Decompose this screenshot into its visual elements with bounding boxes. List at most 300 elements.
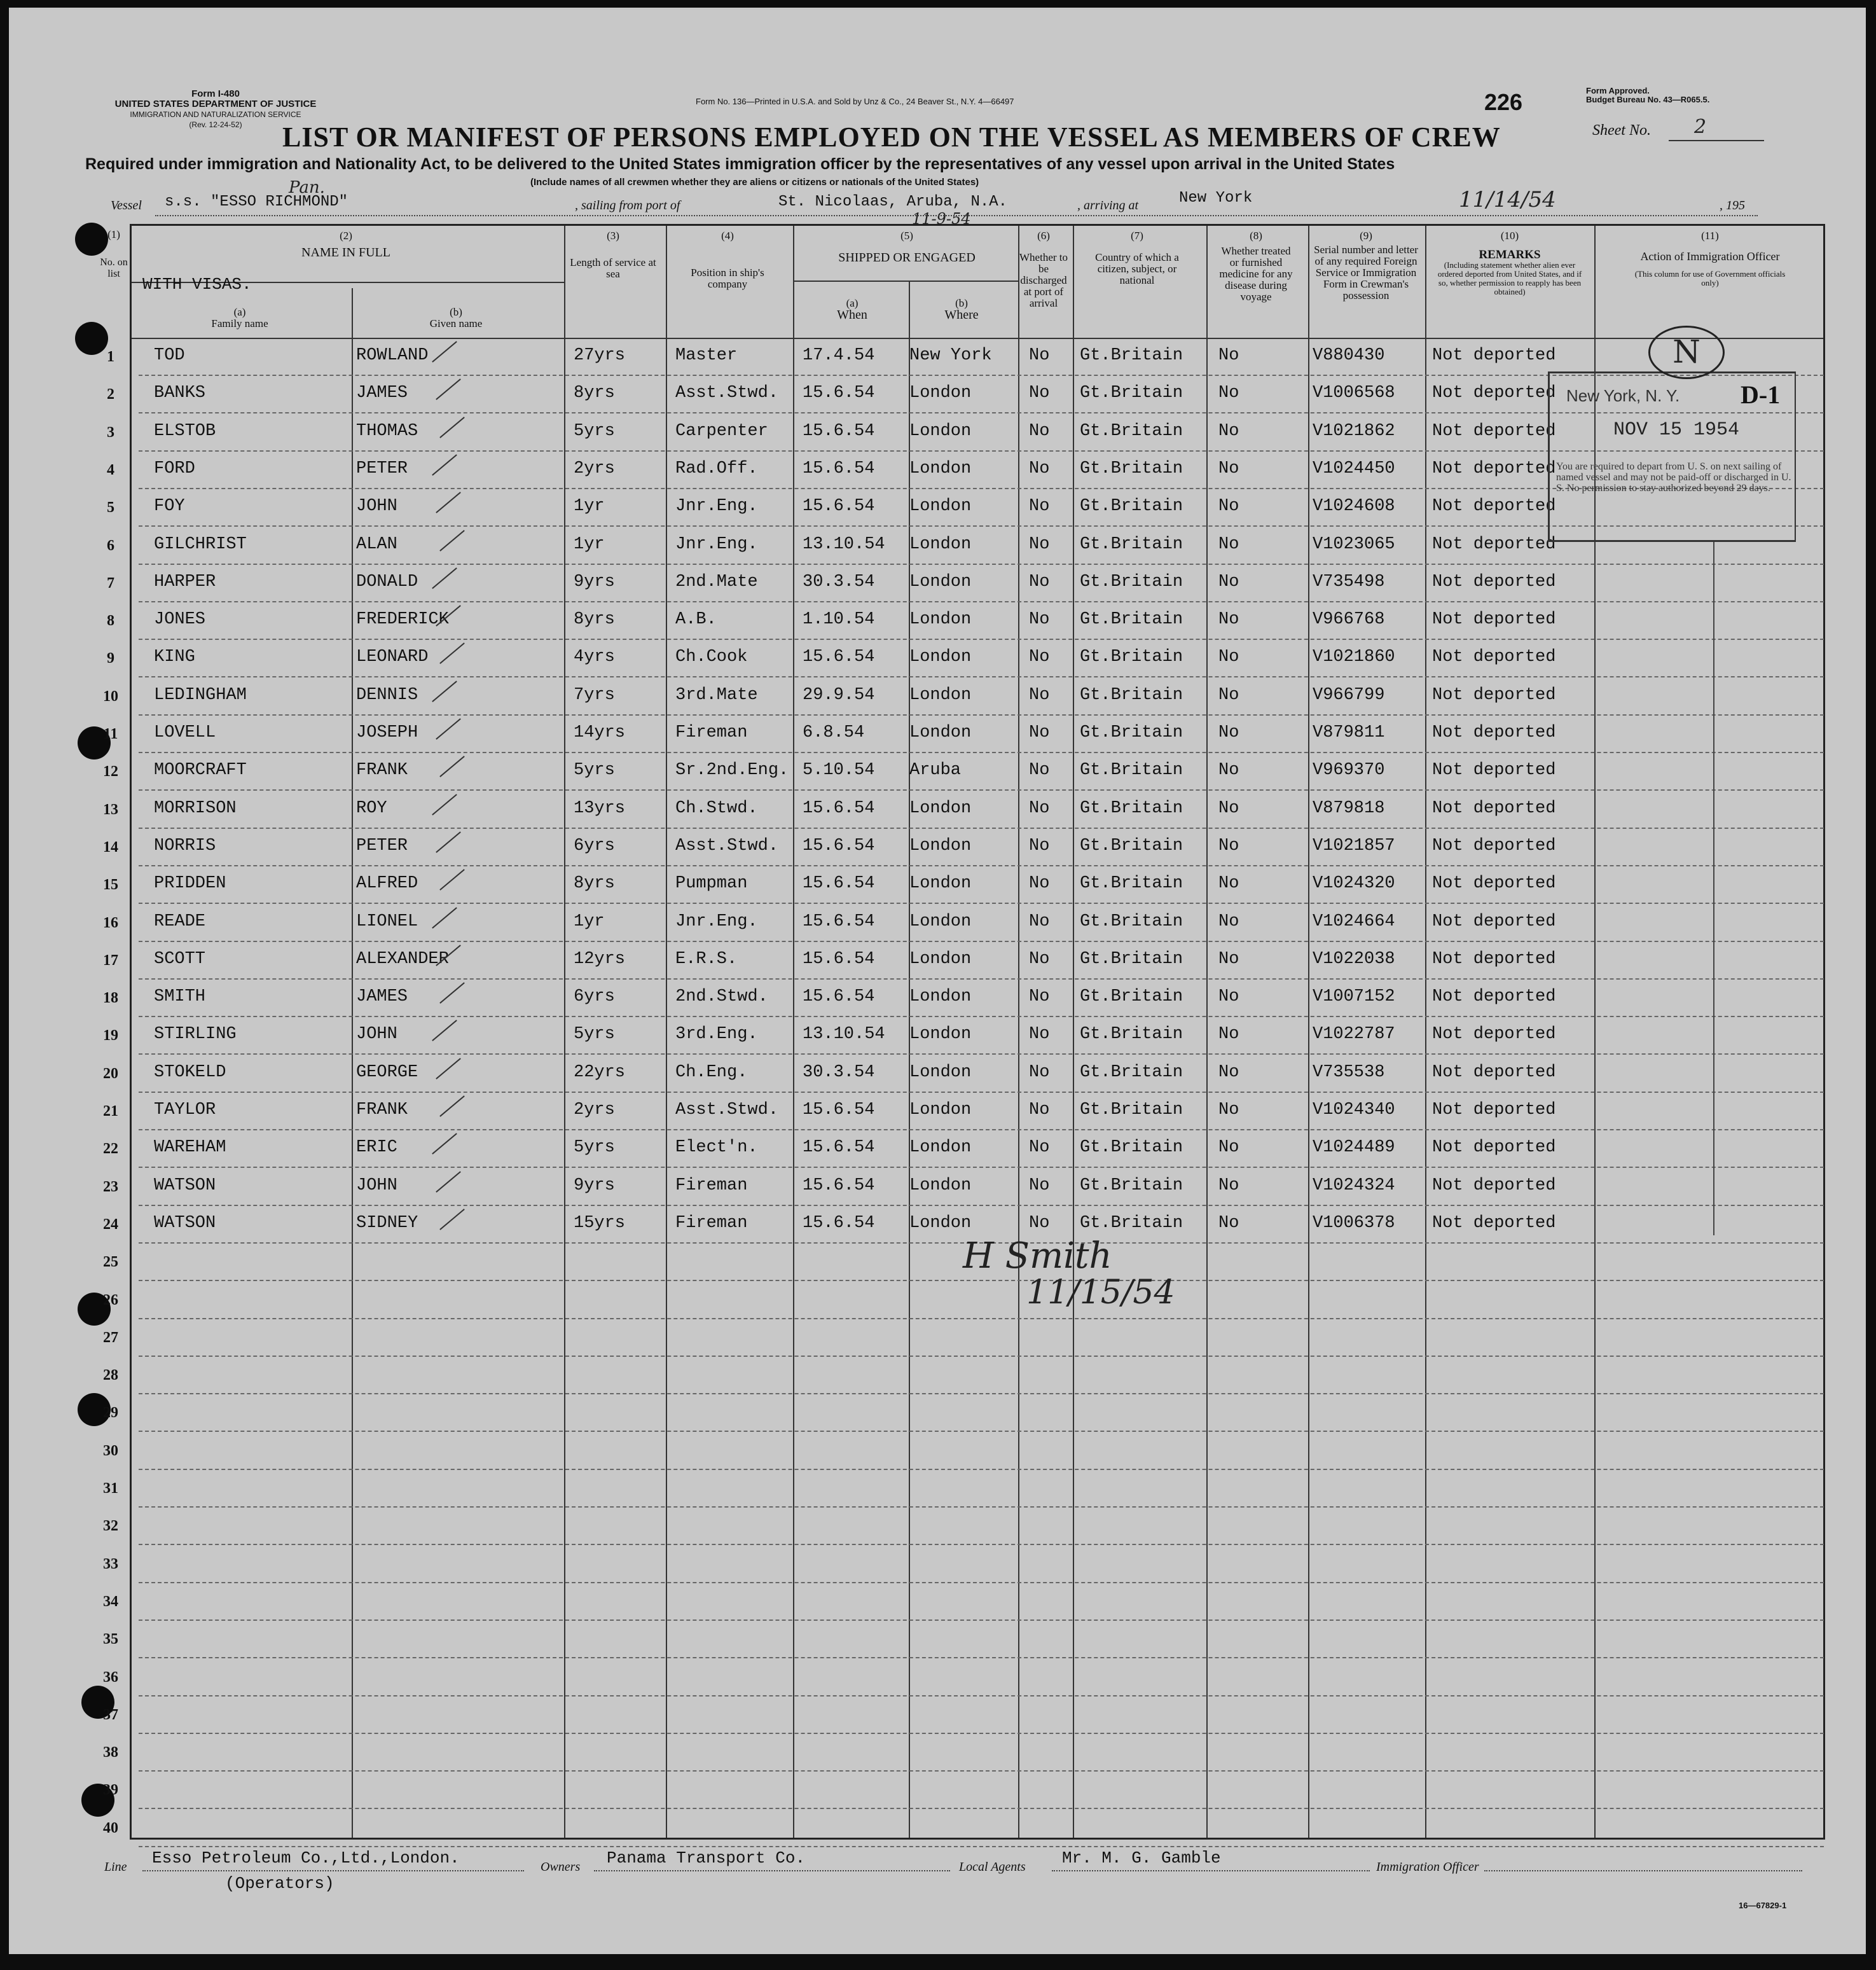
cell-service: 2yrs [574, 459, 615, 478]
row-number: 11 [103, 726, 118, 742]
cell-service: 5yrs [574, 1025, 615, 1044]
row-number: 10 [103, 688, 118, 705]
row-number: 27 [103, 1329, 118, 1346]
cell-discharge: No [1029, 761, 1050, 780]
cell-when: 15.6.54 [803, 421, 875, 441]
cell-position: Sr.2nd.Eng. [675, 761, 789, 780]
form-approved: Form Approved. Budget Bureau No. 43—R065.5. [1586, 86, 1710, 104]
row-number: 12 [103, 763, 118, 780]
cell-where: London [909, 1213, 972, 1233]
cell-service: 22yrs [574, 1062, 626, 1082]
cell-when: 15.6.54 [803, 949, 875, 969]
cell-when: 15.6.54 [803, 1176, 875, 1195]
page-subtitle: Required under immigration and Nationality Act, to be delivered to the United States immigration officer by the representatives of any vessel upon arrival in the United States [85, 155, 1395, 173]
cell-remarks: Not deported [1432, 987, 1556, 1007]
row-rule [139, 903, 1824, 904]
row-number: 26 [103, 1291, 118, 1308]
row-number: 35 [103, 1631, 118, 1648]
cell-given: ALFRED [356, 874, 418, 894]
row-number: 40 [103, 1819, 118, 1836]
cell-where: London [909, 572, 972, 592]
cell-position: A.B. [675, 610, 717, 630]
cell-service: 9yrs [574, 572, 615, 592]
cell-remarks: Not deported [1432, 384, 1556, 403]
cell-medicine: No [1218, 648, 1239, 667]
cell-where: London [909, 459, 972, 478]
cell-remarks: Not deported [1432, 572, 1556, 592]
row-number: 17 [103, 952, 118, 969]
cell-given: DONALD [356, 572, 418, 592]
cell-serial: V1006378 [1313, 1213, 1395, 1233]
agents-underline [1052, 1870, 1370, 1871]
manifest-page [9, 8, 1866, 1954]
cell-service: 5yrs [574, 1138, 615, 1158]
row-rule [139, 752, 1824, 753]
row-number: 29 [103, 1405, 118, 1422]
cell-where: London [909, 912, 972, 931]
row-rule [139, 1356, 1824, 1357]
cell-discharge: No [1029, 1213, 1050, 1233]
with-visas-note: WITH VISAS. [142, 275, 252, 294]
cell-position: 2nd.Mate [675, 572, 758, 592]
row-number: 16 [103, 914, 118, 931]
cell-service: 5yrs [574, 421, 615, 441]
col5-header: (5) SHIPPED OR ENGAGED [838, 230, 976, 265]
row-number: 36 [103, 1668, 118, 1686]
cell-position: Fireman [675, 723, 748, 742]
cell-country: Gt.Britain [1080, 1176, 1183, 1195]
sheet-number: 2 [1694, 116, 1707, 138]
cell-when: 15.6.54 [803, 1213, 875, 1233]
row-rule [139, 828, 1824, 829]
circled-mark: N [1648, 326, 1725, 379]
cell-serial: V966799 [1313, 685, 1385, 705]
vessel-label: Vessel [111, 198, 142, 212]
cell-discharge: No [1029, 497, 1050, 517]
cell-position: Carpenter [675, 421, 768, 441]
col3-header: (3) Length of service at sea [570, 230, 656, 280]
col-divider [1018, 226, 1019, 1838]
cell-position: 2nd.Stwd. [675, 987, 768, 1007]
row-rule [139, 1167, 1824, 1168]
cell-country: Gt.Britain [1080, 648, 1183, 667]
cell-discharge: No [1029, 346, 1050, 365]
cell-family: READE [154, 912, 206, 931]
cell-serial: V969370 [1313, 761, 1385, 780]
cell-country: Gt.Britain [1080, 761, 1183, 780]
cell-medicine: No [1218, 459, 1239, 478]
row-number: 30 [103, 1442, 118, 1459]
cell-family: MOORCRAFT [154, 761, 247, 780]
cell-serial: V1024664 [1313, 912, 1395, 931]
officer-underline [1484, 1870, 1802, 1871]
row-rule [139, 1205, 1824, 1206]
cell-when: 1.10.54 [803, 610, 875, 630]
cell-remarks: Not deported [1432, 1100, 1556, 1120]
cell-where: London [909, 723, 972, 742]
cell-serial: V1021857 [1313, 836, 1395, 856]
cell-when: 6.8.54 [803, 723, 865, 742]
cell-service: 13yrs [574, 798, 626, 818]
cell-remarks: Not deported [1432, 685, 1556, 705]
cell-medicine: No [1218, 534, 1239, 554]
cell-discharge: No [1029, 1025, 1050, 1044]
cell-country: Gt.Britain [1080, 912, 1183, 931]
cell-discharge: No [1029, 685, 1050, 705]
cell-remarks: Not deported [1432, 459, 1556, 478]
cell-serial: V1007152 [1313, 987, 1395, 1007]
cell-when: 15.6.54 [803, 384, 875, 403]
cell-position: E.R.S. [675, 949, 738, 969]
cell-family: WATSON [154, 1176, 216, 1195]
row-rule [139, 1808, 1824, 1809]
cell-remarks: Not deported [1432, 534, 1556, 554]
cell-where: London [909, 421, 972, 441]
cell-where: London [909, 1100, 972, 1120]
cell-medicine: No [1218, 761, 1239, 780]
cell-family: WAREHAM [154, 1138, 226, 1158]
cell-remarks: Not deported [1432, 1176, 1556, 1195]
department-name: UNITED STATES DEPARTMENT OF JUSTICE [114, 99, 317, 109]
service-name: IMMIGRATION AND NATURALIZATION SERVICE [130, 110, 301, 119]
page-title: LIST OR MANIFEST OF PERSONS EMPLOYED ON THE VESSEL AS MEMBERS OF CREW [282, 121, 1501, 153]
cell-medicine: No [1218, 1025, 1239, 1044]
row-rule [139, 1469, 1824, 1470]
cell-remarks: Not deported [1432, 1062, 1556, 1082]
cell-given: FRANK [356, 1100, 408, 1120]
cell-family: BANKS [154, 384, 206, 403]
row-rule [139, 1657, 1824, 1658]
cell-where: New York [909, 346, 992, 365]
cell-medicine: No [1218, 723, 1239, 742]
cell-remarks: Not deported [1432, 761, 1556, 780]
cell-serial: V1021860 [1313, 648, 1395, 667]
col-divider [793, 226, 794, 1838]
cell-medicine: No [1218, 572, 1239, 592]
row-rule [139, 789, 1824, 791]
arrival-date: 11/14/54 [1459, 187, 1556, 212]
cell-medicine: No [1218, 949, 1239, 969]
cell-discharge: No [1029, 648, 1050, 667]
row-number: 24 [103, 1216, 118, 1233]
row-number: 4 [107, 461, 114, 478]
row-rule [139, 1582, 1824, 1583]
cell-family: ELSTOB [154, 421, 216, 441]
cell-serial: V1022787 [1313, 1025, 1395, 1044]
cell-where: London [909, 648, 972, 667]
cell-position: Asst.Stwd. [675, 1100, 779, 1120]
col11-header: (11) Action of Immigration Officer (This column for use of Government officials only) [1634, 230, 1786, 288]
col2-header: (2) NAME IN FULL [301, 230, 390, 260]
cell-discharge: No [1029, 874, 1050, 894]
row-number: 23 [103, 1178, 118, 1195]
cell-remarks: Not deported [1432, 421, 1556, 441]
cell-discharge: No [1029, 610, 1050, 630]
cell-serial: V1006568 [1313, 384, 1395, 403]
cell-medicine: No [1218, 987, 1239, 1007]
cell-where: London [909, 1138, 972, 1158]
cell-serial: V1024340 [1313, 1100, 1395, 1120]
cell-discharge: No [1029, 572, 1050, 592]
cell-country: Gt.Britain [1080, 685, 1183, 705]
row-rule [139, 1016, 1824, 1017]
col5a-header: (a) When [837, 297, 867, 322]
cell-where: London [909, 1025, 972, 1044]
cell-when: 17.4.54 [803, 346, 875, 365]
cell-serial: V1024608 [1313, 497, 1395, 517]
cell-medicine: No [1218, 421, 1239, 441]
col-divider [352, 288, 353, 1838]
cell-service: 2yrs [574, 1100, 615, 1120]
row-number: 22 [103, 1141, 118, 1158]
cell-when: 15.6.54 [803, 798, 875, 818]
cell-remarks: Not deported [1432, 874, 1556, 894]
cell-service: 8yrs [574, 384, 615, 403]
cell-position: Jnr.Eng. [675, 534, 758, 554]
print-code: 16—67829-1 [1739, 1901, 1787, 1910]
signature-date: 11/15/54 [1026, 1273, 1175, 1312]
cell-given: JOHN [356, 1025, 397, 1044]
year-suffix: , 195 [1720, 198, 1745, 212]
cell-where: London [909, 874, 972, 894]
row-number: 32 [103, 1518, 118, 1535]
row-number: 15 [103, 877, 118, 894]
row-rule [139, 1695, 1824, 1696]
cell-given: ALEXANDER [356, 949, 449, 969]
cell-when: 15.6.54 [803, 1100, 875, 1120]
cell-position: Asst.Stwd. [675, 836, 779, 856]
cell-where: London [909, 384, 972, 403]
row-number: 31 [103, 1480, 118, 1497]
cell-position: Rad.Off. [675, 459, 758, 478]
row-rule [139, 1280, 1824, 1281]
cell-given: JOHN [356, 497, 397, 517]
form-number: Form I-480 [191, 88, 240, 99]
cell-serial: V1024450 [1313, 459, 1395, 478]
cell-remarks: Not deported [1432, 912, 1556, 931]
cell-where: London [909, 798, 972, 818]
sailing-port: St. Nicolaas, Aruba, N.A. [778, 193, 1008, 211]
cell-serial: V966768 [1313, 610, 1385, 630]
line-value: Esso Petroleum Co.,Ltd.,London. [152, 1849, 460, 1868]
cell-service: 6yrs [574, 987, 615, 1007]
cell-discharge: No [1029, 1138, 1050, 1158]
cell-discharge: No [1029, 912, 1050, 931]
col10-header: (10) REMARKS (Including statement whether alien ever ordered deported from United States, and if so, whether permission to reapply has been obtained) [1437, 230, 1582, 296]
cell-family: LEDINGHAM [154, 685, 247, 705]
row-number: 14 [103, 838, 118, 856]
cell-serial: V879818 [1313, 798, 1385, 818]
cell-when: 5.10.54 [803, 761, 875, 780]
form-revision: (Rev. 12-24-52) [189, 120, 242, 129]
col-divider [1073, 226, 1074, 1838]
column11-handline [1713, 542, 1714, 1235]
line-sub-value: (Operators) [225, 1874, 335, 1893]
cell-given: LIONEL [356, 912, 418, 931]
row-rule [139, 1129, 1824, 1130]
vessel-annotation: Pan. [289, 178, 325, 197]
cell-when: 15.6.54 [803, 459, 875, 478]
cell-serial: V1022038 [1313, 949, 1395, 969]
cell-discharge: No [1029, 384, 1050, 403]
col8-header: (8) Whether treated or furnished medicine for any disease during voyage [1219, 230, 1293, 303]
cell-given: FREDERICK [356, 610, 449, 630]
sailing-date: 11-9-54 [912, 210, 971, 228]
cell-when: 15.6.54 [803, 648, 875, 667]
row-rule [139, 1846, 1824, 1847]
cell-remarks: Not deported [1432, 610, 1556, 630]
cell-medicine: No [1218, 497, 1239, 517]
col-divider [666, 226, 667, 1838]
cell-service: 5yrs [574, 761, 615, 780]
row-number: 33 [103, 1555, 118, 1572]
cell-family: FORD [154, 459, 195, 478]
cell-when: 30.3.54 [803, 572, 875, 592]
cell-family: JONES [154, 610, 206, 630]
cell-medicine: No [1218, 346, 1239, 365]
cell-medicine: No [1218, 1100, 1239, 1120]
owners-label: Owners [541, 1860, 581, 1874]
cell-medicine: No [1218, 384, 1239, 403]
cell-position: 3rd.Eng. [675, 1025, 758, 1044]
cell-given: JAMES [356, 987, 408, 1007]
cell-given: THOMAS [356, 421, 418, 441]
cell-service: 8yrs [574, 874, 615, 894]
owners-underline [594, 1870, 950, 1871]
cell-country: Gt.Britain [1080, 798, 1183, 818]
row-number: 18 [103, 990, 118, 1007]
cell-discharge: No [1029, 421, 1050, 441]
cell-family: TAYLOR [154, 1100, 216, 1120]
cell-position: Jnr.Eng. [675, 497, 758, 517]
cell-family: LOVELL [154, 723, 216, 742]
cell-given: JOSEPH [356, 723, 418, 742]
cell-position: Ch.Cook [675, 648, 748, 667]
printer-note: Form No. 136—Printed in U.S.A. and Sold by Unz & Co., 24 Beaver St., N.Y. 4—66497 [696, 97, 1014, 106]
row-rule [139, 1770, 1824, 1772]
cell-country: Gt.Britain [1080, 610, 1183, 630]
row-rule [139, 1431, 1824, 1432]
cell-discharge: No [1029, 459, 1050, 478]
page-number: 226 [1484, 89, 1523, 115]
cell-position: 3rd.Mate [675, 685, 758, 705]
line-label: Line [104, 1860, 127, 1874]
cell-family: PRIDDEN [154, 874, 226, 894]
row-number: 1 [107, 349, 114, 365]
cell-where: London [909, 836, 972, 856]
cell-when: 15.6.54 [803, 874, 875, 894]
cell-position: Fireman [675, 1213, 748, 1233]
shipped-sub-line [793, 281, 1018, 282]
cell-family: HARPER [154, 572, 216, 592]
cell-given: SIDNEY [356, 1213, 418, 1233]
cell-when: 13.10.54 [803, 1025, 885, 1044]
cell-discharge: No [1029, 1100, 1050, 1120]
cell-when: 15.6.54 [803, 912, 875, 931]
cell-service: 12yrs [574, 949, 626, 969]
cell-where: London [909, 685, 972, 705]
row-rule [139, 1053, 1824, 1055]
col6-header: (6) Whether to be discharged at port of arrival [1019, 230, 1068, 309]
cell-where: London [909, 1176, 972, 1195]
cell-remarks: Not deported [1432, 1138, 1556, 1158]
stamp-port: New York, N. Y. [1566, 386, 1680, 405]
row-number: 37 [103, 1706, 118, 1723]
row-number: 2 [107, 386, 114, 403]
cell-medicine: No [1218, 1176, 1239, 1195]
col9-header: (9) Serial number and letter of any required Foreign Service or Immigration Form in Crewman's possession [1314, 230, 1418, 302]
row-rule [139, 978, 1824, 980]
cell-serial: V1024489 [1313, 1138, 1395, 1158]
cell-given: ROWLAND [356, 346, 429, 365]
cell-when: 15.6.54 [803, 987, 875, 1007]
cell-family: WATSON [154, 1213, 216, 1233]
cell-discharge: No [1029, 1062, 1050, 1082]
row-rule [139, 564, 1824, 565]
col-divider [1425, 226, 1426, 1838]
cell-remarks: Not deported [1432, 1025, 1556, 1044]
cell-position: Elect'n. [675, 1138, 758, 1158]
cell-remarks: Not deported [1432, 723, 1556, 742]
row-number: 5 [107, 499, 114, 517]
row-number: 21 [103, 1103, 118, 1120]
cell-when: 15.6.54 [803, 836, 875, 856]
cell-family: STIRLING [154, 1025, 237, 1044]
cell-country: Gt.Britain [1080, 723, 1183, 742]
cell-serial: V735498 [1313, 572, 1385, 592]
cell-country: Gt.Britain [1080, 949, 1183, 969]
row-number: 9 [107, 650, 114, 667]
cell-family: MORRISON [154, 798, 237, 818]
cell-discharge: No [1029, 534, 1050, 554]
cell-medicine: No [1218, 1213, 1239, 1233]
col4-header: (4) Position in ship's company [691, 230, 764, 290]
sheet-line [1669, 140, 1764, 141]
cell-serial: V735538 [1313, 1062, 1385, 1082]
row-number: 28 [103, 1367, 118, 1384]
cell-medicine: No [1218, 912, 1239, 931]
row-rule [139, 1506, 1824, 1508]
col-divider [564, 226, 565, 1838]
agents-label: Local Agents [959, 1860, 1026, 1874]
cell-family: TOD [154, 346, 185, 365]
row-number: 3 [107, 424, 114, 441]
cell-remarks: Not deported [1432, 949, 1556, 969]
sailing-label: , sailing from port of [575, 198, 680, 212]
cell-where: London [909, 497, 972, 517]
col-divider [1206, 226, 1208, 1838]
cell-remarks: Not deported [1432, 836, 1556, 856]
vessel-name: s.s. "ESSO RICHMOND" [165, 193, 348, 211]
row-number: 39 [103, 1782, 118, 1799]
cell-given: PETER [356, 459, 408, 478]
row-number: 38 [103, 1744, 118, 1761]
cell-serial: V1023065 [1313, 534, 1395, 554]
cell-remarks: Not deported [1432, 497, 1556, 517]
immigration-stamp [1548, 371, 1796, 542]
col1-header: (1) No. on list [100, 228, 128, 279]
cell-country: Gt.Britain [1080, 987, 1183, 1007]
row-rule [139, 865, 1824, 866]
cell-family: NORRIS [154, 836, 216, 856]
arriving-port: New York [1179, 190, 1253, 207]
cell-where: Aruba [909, 761, 962, 780]
arriving-label: , arriving at [1077, 198, 1139, 212]
cell-remarks: Not deported [1432, 346, 1556, 365]
row-number: 13 [103, 801, 118, 818]
cell-country: Gt.Britain [1080, 384, 1183, 403]
cell-medicine: No [1218, 685, 1239, 705]
